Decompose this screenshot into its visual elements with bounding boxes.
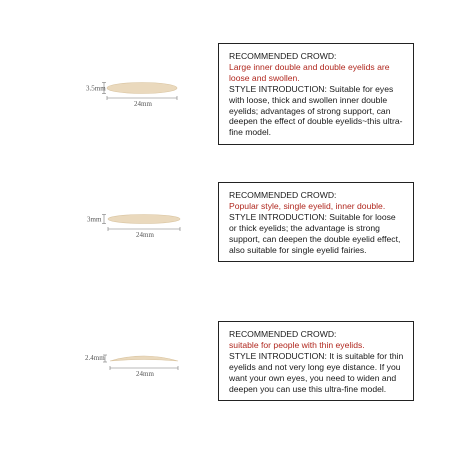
height-label-2: 3mm [87,215,102,224]
length-label-1: 24mm [134,100,152,108]
info-box-2 [218,182,414,262]
crowd-text-3: suitable for people with thin eyelids. [229,339,365,350]
sticker-diagram-3 [84,347,194,381]
crowd-heading-2: RECOMMENDED CROWD: [229,190,337,200]
style-text-2: STYLE INTRODUCTION: Suitable for loose or thick eyelids; the advantage is strong support, can deepen the double eyelid effect, also suitable for single eyelid fairies. [229,211,401,255]
crowd-text-1: Large inner double and double eyelids are loose and swollen. [229,61,390,83]
sticker-shape-2 [108,215,180,224]
crowd-heading-3: RECOMMENDED CROWD: [229,329,337,339]
sticker-shape-3 [110,356,178,361]
style-text-3: STYLE INTRODUCTION: It is suitable for thin eyelids and not very long eye distance. If you want your own eyes, you need to widen and deepen you can use this ultra-fine model. [229,350,404,394]
length-label-3: 24mm [136,370,154,378]
length-label-2: 24mm [136,231,154,239]
style-text-1: STYLE INTRODUCTION: Suitable for eyes with loose, thick and swollen inner double eyelids; advantages of strong support, can deepen the effect of double eyelids~this ultra-fine model. [229,83,403,138]
crowd-heading-1: RECOMMENDED CROWD: [229,51,337,61]
info-box-1 [218,43,414,145]
height-label-1: 3.5mm [86,84,106,93]
sticker-shape-1 [107,83,177,94]
info-box-3 [218,321,414,401]
crowd-text-2: Popular style, single eyelid, inner double. [229,200,386,211]
sticker-diagram-1 [84,74,194,108]
sticker-diagram-2 [84,208,194,242]
height-label-3: 2.4mm [85,354,105,362]
